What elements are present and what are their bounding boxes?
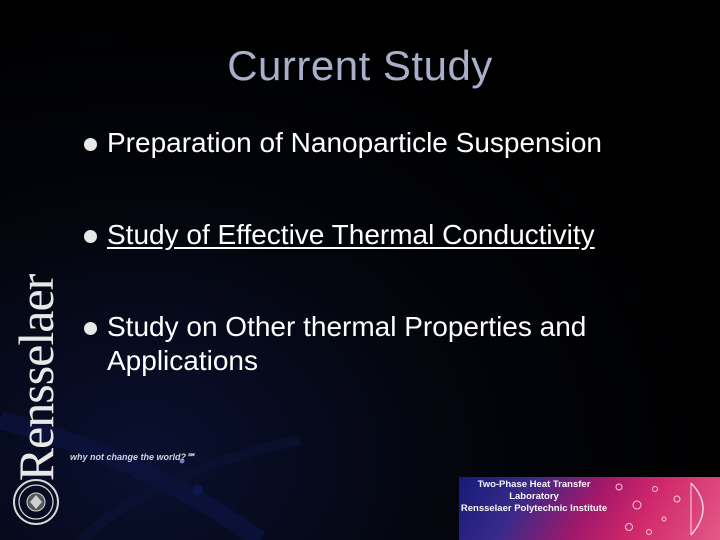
bullet-item: [84, 126, 602, 160]
bullet-text: Study on Other thermal Properties and Applications: [107, 311, 587, 376]
bullet-text: Preparation of Nanoparticle Suspension: [107, 127, 602, 158]
tagline: why not change the world?℠: [70, 452, 196, 462]
university-seal-icon: [12, 478, 60, 526]
bullet-item: [84, 310, 694, 378]
wordmark-text: Rensselaer: [8, 274, 64, 482]
lab-line: Two-Phase Heat Transfer: [477, 479, 591, 490]
lab-line: Laboratory: [509, 491, 559, 502]
bullet-dot-icon: [84, 138, 97, 151]
bullet-link-text[interactable]: Study of Effective Thermal Conductivity: [107, 219, 595, 250]
lab-banner: [459, 477, 720, 540]
rensselaer-wordmark: [6, 274, 66, 482]
bullet-item-link[interactable]: [84, 218, 595, 252]
bullet-dot-icon: [84, 230, 97, 243]
lab-line: Rensselaer Polytechnic Institute: [460, 503, 608, 514]
bullet-dot-icon: [84, 322, 97, 335]
slide-title: Current Study: [227, 42, 493, 89]
lab-title: [459, 479, 609, 515]
